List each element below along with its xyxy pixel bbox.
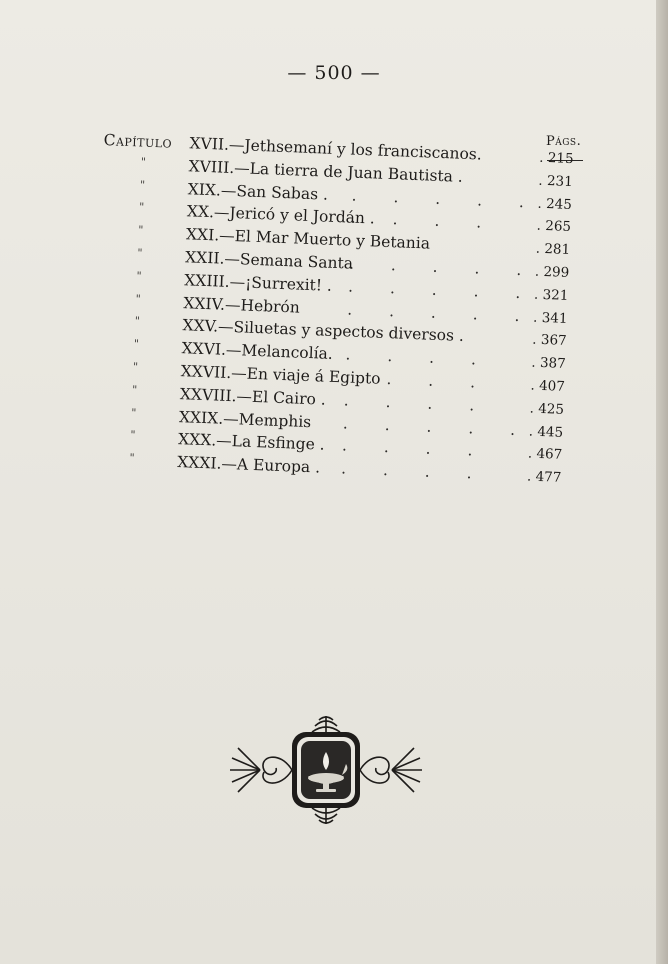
toc-title: XXXI.—A Europa . [176,453,321,477]
ditto-mark: " [132,360,139,374]
ditto-mark: " [133,337,140,351]
ditto-mark: " [139,178,146,192]
toc-page: . 321 [533,286,569,304]
table-of-contents [91,131,594,492]
leader-dots: . . . . [350,208,498,233]
toc-title: XXII.—Semana Santa [184,248,354,273]
toc-title: XXVII.—En viaje á Egipto [180,362,381,388]
toc-title: XXIII.—¡Surrexit! . [183,270,333,295]
leader-dots: . . . . . [347,277,537,303]
ditto-mark: " [130,428,136,442]
ditto-mark: " [131,383,138,397]
toc-page: . 367 [531,331,567,350]
leader-dots: . . . . [344,368,492,393]
toc-title: XXV.—Siluetas y aspectos diversos . [182,316,465,346]
page-edge [656,0,668,964]
toc-title: XVIII.—La tierra de Juan Bautista . [188,157,464,186]
leader-dots: . . . . [345,345,493,370]
toc-title: XXIX.—Memphis [178,407,312,431]
leader-dots: . . . . . [351,186,541,212]
pags-column-header: Págs. [546,134,582,149]
ditto-mark: " [134,314,141,328]
toc-page: . 341 [532,309,568,327]
toc-title: XXX.—La Esfinge . [177,430,325,455]
capitulo-label: Capítulo [103,131,173,152]
lamp-vignette-icon [226,712,426,828]
ditto-mark: " [129,451,135,465]
ditto-mark: " [137,246,143,260]
leader-dots: . . . . . [342,413,532,440]
leader-dots: . . . . . [348,254,538,280]
leader-dots: . . . . [341,436,489,461]
toc-page: . 477 [526,468,562,486]
toc-page: . 387 [531,354,567,373]
ditto-mark: " [140,155,147,169]
leader-dots: . . . . [343,391,491,415]
toc-page: . 215 [538,149,574,168]
leader-dots: . . . . . [346,300,536,326]
toc-title: XXVI.—Melancolía. [181,339,334,364]
ditto-mark: " [137,223,144,237]
toc-page: . 407 [530,377,566,395]
toc-title: XXIV.—Hebrón [183,293,301,317]
ditto-mark: " [138,200,145,214]
page-number: — 500 — [287,62,381,84]
toc-page: . 245 [537,195,573,213]
ditto-mark: " [136,269,142,283]
ditto-mark: " [130,405,137,420]
toc-title: XX.—Jericó y el Jordán . [186,202,376,228]
toc-title: XIX.—San Sabas . [187,179,329,204]
leader-dots: . . . . [340,459,488,484]
toc-page: . 445 [528,423,564,441]
toc-title: XXVIII.—El Cairo . [179,384,327,409]
ditto-mark: " [135,291,141,306]
toc-page: . 281 [535,240,571,259]
toc-title: XVII.—Jethsemaní y los franciscanos. [189,134,483,164]
toc-page: . 299 [534,263,570,281]
toc-page: . 467 [527,445,563,464]
toc-title: XXI.—El Mar Muerto y Betania [185,225,431,253]
toc-page: . 231 [538,172,574,190]
toc-page: . 425 [529,400,565,418]
toc-page: . 265 [536,218,572,236]
